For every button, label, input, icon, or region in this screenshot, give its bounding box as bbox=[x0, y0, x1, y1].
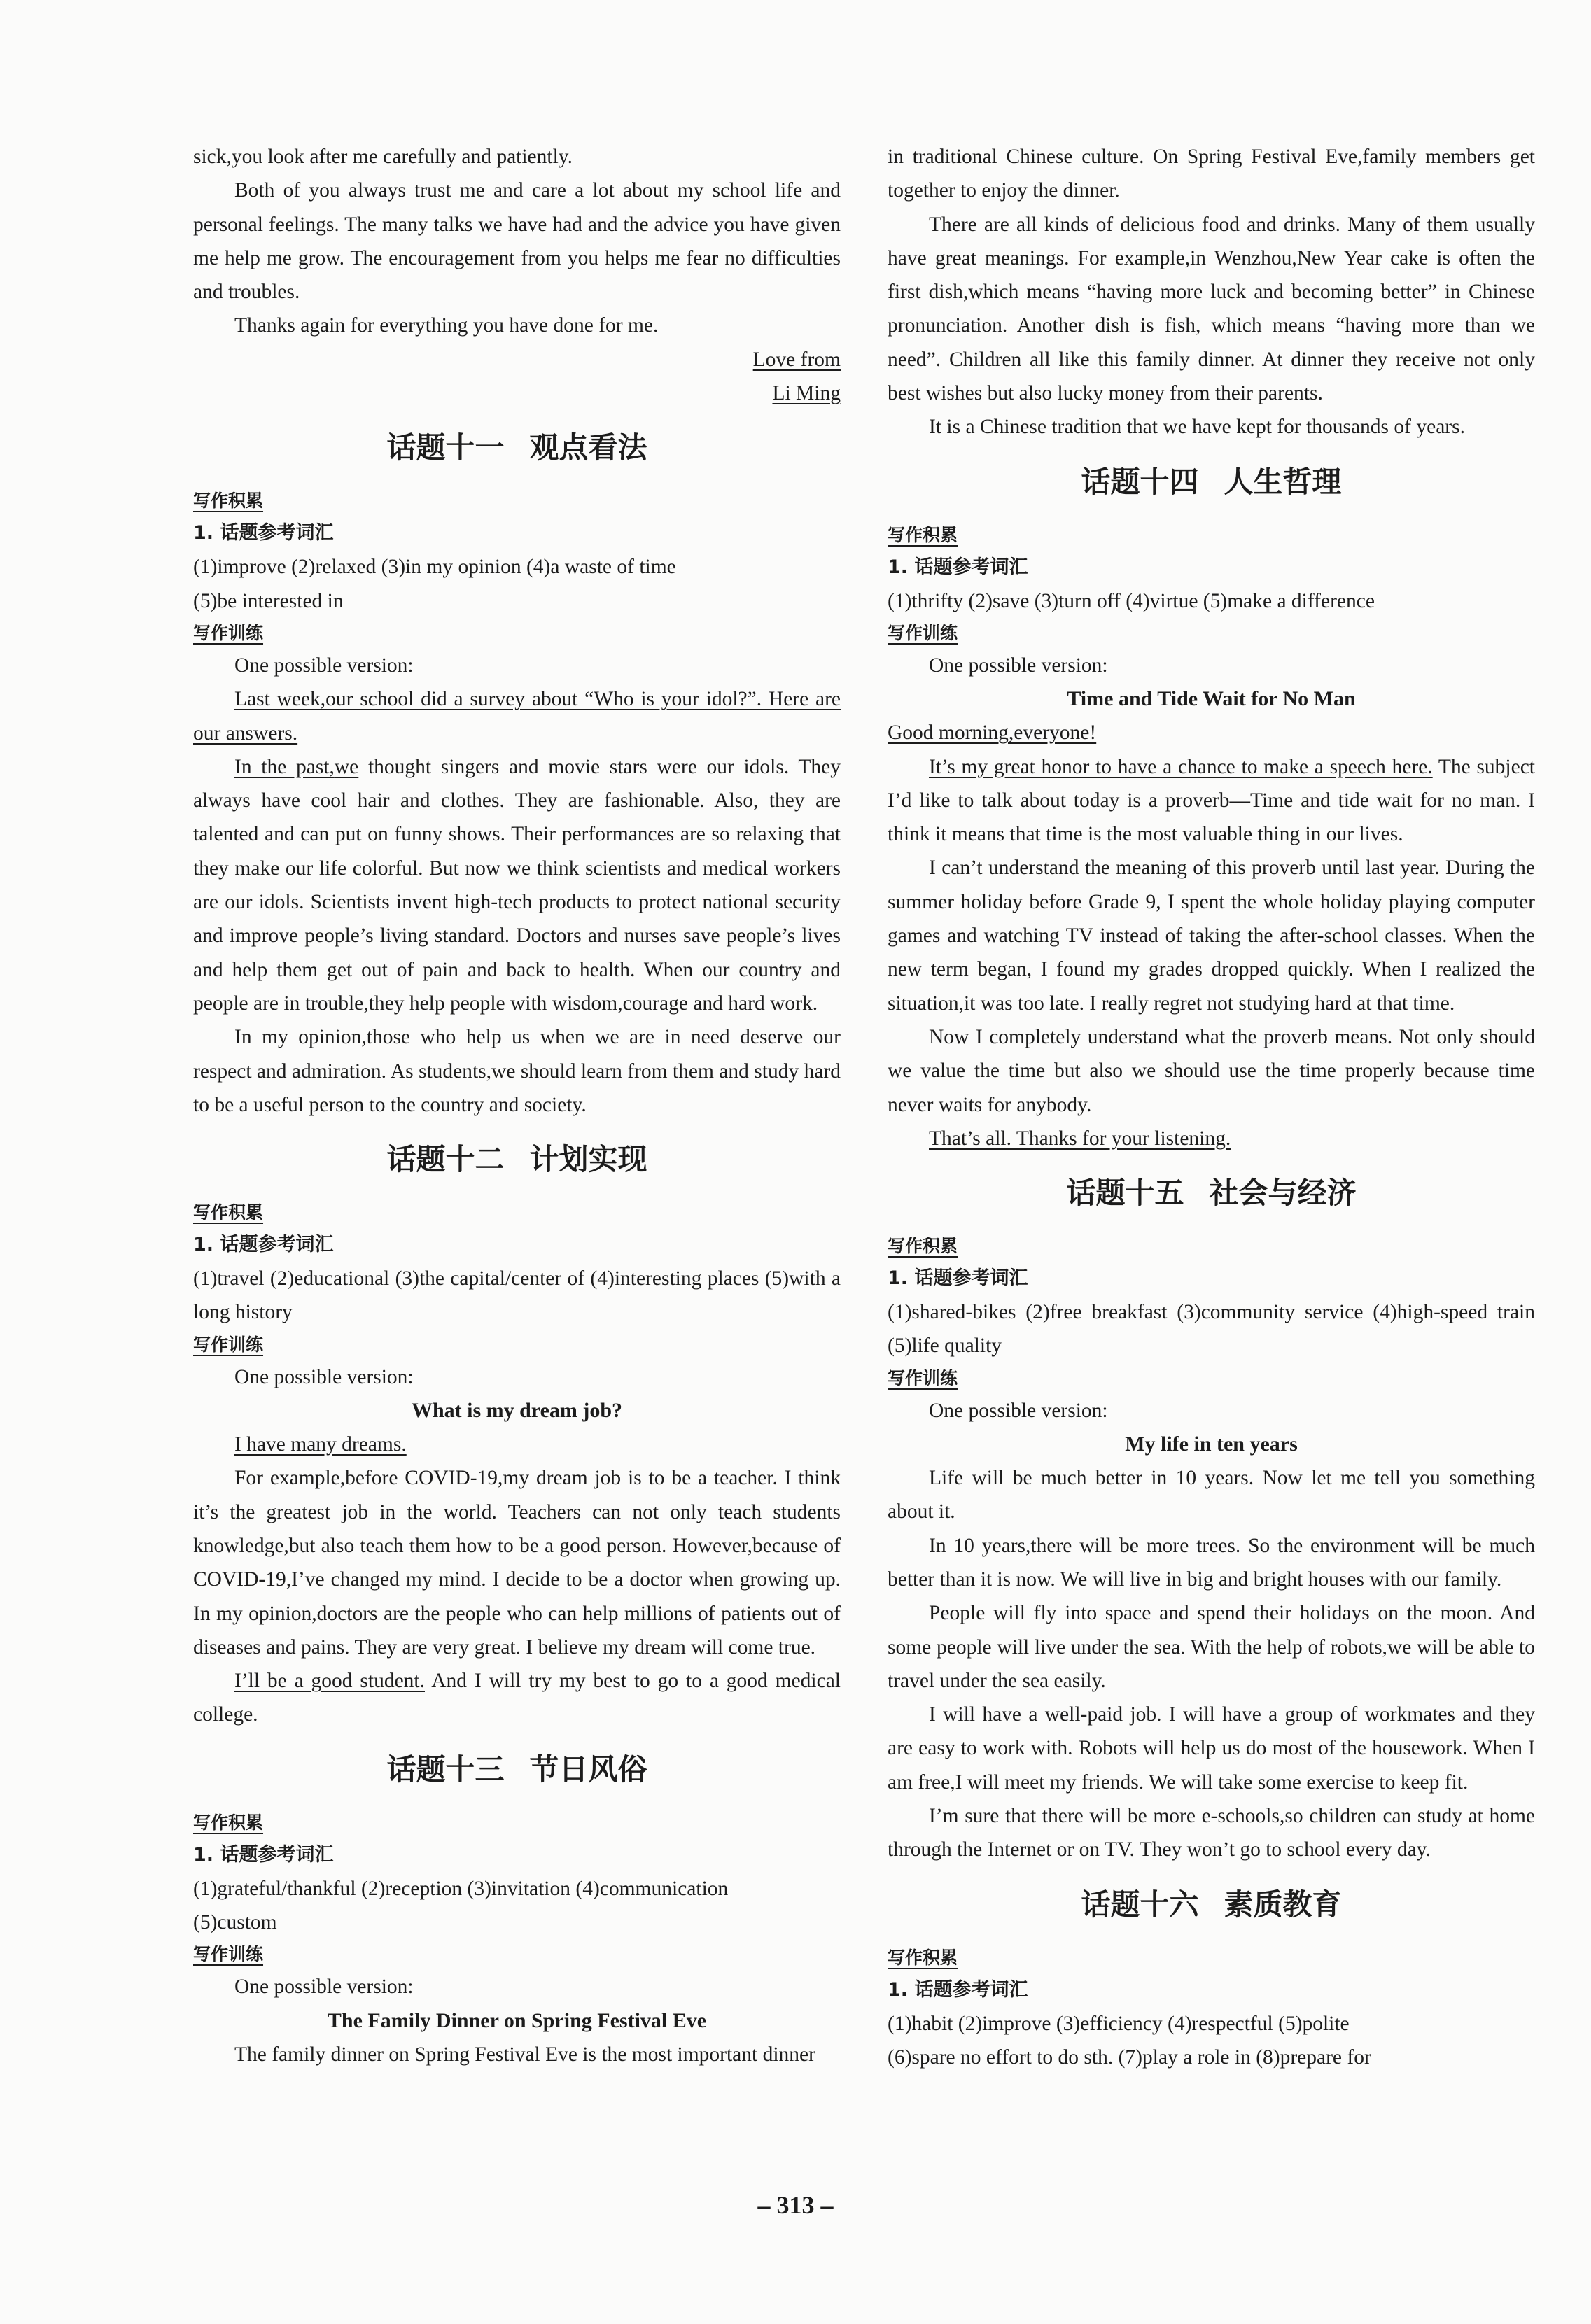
greeting: Good morning,everyone! bbox=[888, 721, 1097, 745]
topic-heading: 话题十四 人生哲理 bbox=[1081, 464, 1342, 499]
vocab-title: 1. 话题参考词汇 bbox=[888, 1978, 1028, 2001]
paragraph: In 10 years,there will be more trees. So the environment will be much better than it is now. We will live in big and bright houses with our family. bbox=[888, 1534, 1535, 1591]
version-label: One possible version: bbox=[234, 1976, 414, 1999]
section-label: 写作训练 bbox=[888, 622, 958, 643]
paragraph: I have many dreams. bbox=[234, 1433, 407, 1456]
paragraph: I can’t understand the meaning of this proverb until last year. During the summer holiday before Grade 9, I spent the whole holiday playing computer games and watching TV instead of taking the after-school classes. When the new term began, I found my grades dropped quickly. When I realized the situation,it was too late. I really regret not studying hard at that time. bbox=[888, 857, 1535, 1015]
paragraph: That’s all. Thanks for your listening. bbox=[929, 1127, 1231, 1150]
vocab-list: (1)thrifty (2)save (3)turn off (4)virtue (5)make a difference bbox=[888, 589, 1375, 612]
vocab-title: 1. 话题参考词汇 bbox=[193, 522, 334, 544]
topic-heading: 话题十一 观点看法 bbox=[386, 430, 647, 465]
vocab-list: (1)travel (2)educational (3)the capital/center of (4)interesting places (5)with a long history bbox=[193, 1267, 841, 1324]
left-column bbox=[193, 140, 841, 2071]
paragraph: sick,you look after me carefully and patiently. bbox=[193, 146, 573, 168]
paragraph: I will have a well-paid job. I will have a group of workmates and they are easy to work with. Robots will help us do most of the housework. When I am free,I will meet my friends. We will take some exercise to keep fit. bbox=[888, 1703, 1535, 1794]
letter-closing: Love from bbox=[752, 348, 841, 371]
section-label: 写作积累 bbox=[888, 1236, 958, 1257]
vocab-list: (5)custom bbox=[193, 1910, 277, 1934]
paragraph: I’ll be a good student. And I will try my best to go to a good medical college. bbox=[193, 1670, 841, 1726]
vocab-list: (6)spare no effort to do sth. (7)play a role in (8)prepare for bbox=[888, 2045, 1371, 2069]
section-label: 写作积累 bbox=[193, 491, 264, 512]
vocab-list: (1)shared-bikes (2)free breakfast (3)community service (4)high-speed train (5)life quality bbox=[888, 1301, 1535, 1358]
paragraph: Life will be much better in 10 years. Now let me tell you something about it. bbox=[888, 1467, 1535, 1523]
topic-heading: 话题十六 素质教育 bbox=[1081, 1887, 1342, 1922]
essay-title: Time and Tide Wait for No Man bbox=[1067, 687, 1356, 711]
vocab-title: 1. 话题参考词汇 bbox=[888, 556, 1028, 578]
vocab-title: 1. 话题参考词汇 bbox=[193, 1843, 334, 1866]
vocab-list: (5)be interested in bbox=[193, 589, 344, 612]
paragraph: in traditional Chinese culture. On Spring Festival Eve,family members get together to enjoy the dinner. bbox=[888, 146, 1535, 202]
paragraph: Now I completely understand what the proverb means. Not only should we value the time but also we should use the time properly because time never waits for anybody. bbox=[888, 1025, 1535, 1116]
topic-heading: 话题十三 节日风俗 bbox=[386, 1752, 647, 1787]
vocab-title: 1. 话题参考词汇 bbox=[888, 1267, 1028, 1290]
paragraph: The family dinner on Spring Festival Eve is the most important dinner bbox=[234, 2043, 815, 2066]
paragraph: People will fly into space and spend their holidays on the moon. And some people will live under the sea. With the help of robots,we will be able to travel under the sea easily. bbox=[888, 1602, 1535, 1692]
vocab-list: (1)grateful/thankful (2)reception (3)invitation (4)communication bbox=[193, 1877, 729, 1900]
paragraph: In the past,we thought singers and movie stars were our idols. They always have cool hair and clothes. They are fashionable. Also, they are talented and can put on funny shows. Their performances are so relaxing that they make our life colorful. But now we think scientists and medical workers are our idols. Scientists invent high-tech products to protect national security and improve people’s living standard. Doctors and nurses save people’s lives and help them get out of pain and back to health. When our country and people are in trouble,they help people with wisdom,courage and hard work. bbox=[193, 755, 841, 1015]
paragraph: Both of you always trust me and care a lot about my school life and personal feelings. The many talks we have had and the advice you have given me help me grow. The encouragement from you helps me fear no difficulties and troubles. bbox=[193, 179, 841, 304]
essay-title: My life in ten years bbox=[1125, 1432, 1298, 1456]
section-label: 写作训练 bbox=[888, 1367, 958, 1388]
right-column bbox=[888, 140, 1535, 2074]
paragraph: In my opinion,those who help us when we are in need deserve our respect and admiration. As students,we should learn from them and study hard to be a useful person to the country and society. bbox=[193, 1026, 841, 1116]
section-label: 写作训练 bbox=[193, 1334, 264, 1355]
section-label: 写作积累 bbox=[193, 1202, 264, 1223]
version-label: One possible version: bbox=[234, 1365, 414, 1388]
essay-title: The Family Dinner on Spring Festival Eve bbox=[327, 2008, 707, 2032]
vocab-list: (1)habit (2)improve (3)efficiency (4)respectful (5)polite bbox=[888, 2012, 1350, 2035]
section-label: 写作训练 bbox=[193, 1944, 264, 1965]
paragraph: There are all kinds of delicious food and drinks. Many of them usually have great meanings. For example,in Wenzhou,New Year cake is often the first dish,which means “having more luck and becoming better” in Chinese pronunciation. Another dish is fish, which means “having more than we need”. Children all like this family dinner. At dinner they receive not only best wishes but also lucky money from their parents. bbox=[888, 213, 1535, 405]
paragraph: I’m sure that there will be more e-schools,so children can study at home through the Internet or on TV. They won’t go to school every day. bbox=[888, 1804, 1535, 1861]
version-label: One possible version: bbox=[929, 654, 1108, 677]
page-number: – 313 – bbox=[757, 2191, 834, 2219]
topic-heading: 话题十五 社会与经济 bbox=[1066, 1176, 1357, 1211]
section-label: 写作积累 bbox=[888, 1947, 958, 1968]
topic-heading: 话题十二 计划实现 bbox=[386, 1142, 647, 1177]
letter-signature: Li Ming bbox=[772, 382, 841, 405]
paragraph: It’s my great honor to have a chance to make a speech here. The subject I’d like to talk about today is a proverb—Time and tide wait for no man. I think it means that time is the most valuable thing in our lives. bbox=[888, 755, 1536, 846]
essay-title: What is my dream job? bbox=[411, 1399, 623, 1423]
paragraph: For example,before COVID-19,my dream job is to be a teacher. I think it’s the greatest job in the world. Teachers can not only teach students knowledge,but also teach them how to be a good person. However,because of COVID-19,I’ve changed my mind. I decide to be a doctor when growing up. In my opinion,doctors are the people who can help millions of patients out of diseases and pains. They are very great. I believe my dream will come true. bbox=[193, 1467, 841, 1659]
version-label: One possible version: bbox=[234, 654, 414, 677]
version-label: One possible version: bbox=[929, 1399, 1108, 1422]
paragraph: It is a Chinese tradition that we have kept for thousands of years. bbox=[929, 416, 1465, 439]
vocab-title: 1. 话题参考词汇 bbox=[193, 1234, 334, 1256]
paragraph: Last week,our school did a survey about “Who is your idol?”. Here are our answers. bbox=[193, 688, 841, 745]
section-label: 写作训练 bbox=[193, 622, 264, 643]
paragraph: Thanks again for everything you have done for me. bbox=[234, 314, 659, 337]
section-label: 写作积累 bbox=[193, 1812, 264, 1833]
vocab-list: (1)improve (2)relaxed (3)in my opinion (4)a waste of time bbox=[193, 556, 676, 579]
section-label: 写作积累 bbox=[888, 524, 958, 545]
